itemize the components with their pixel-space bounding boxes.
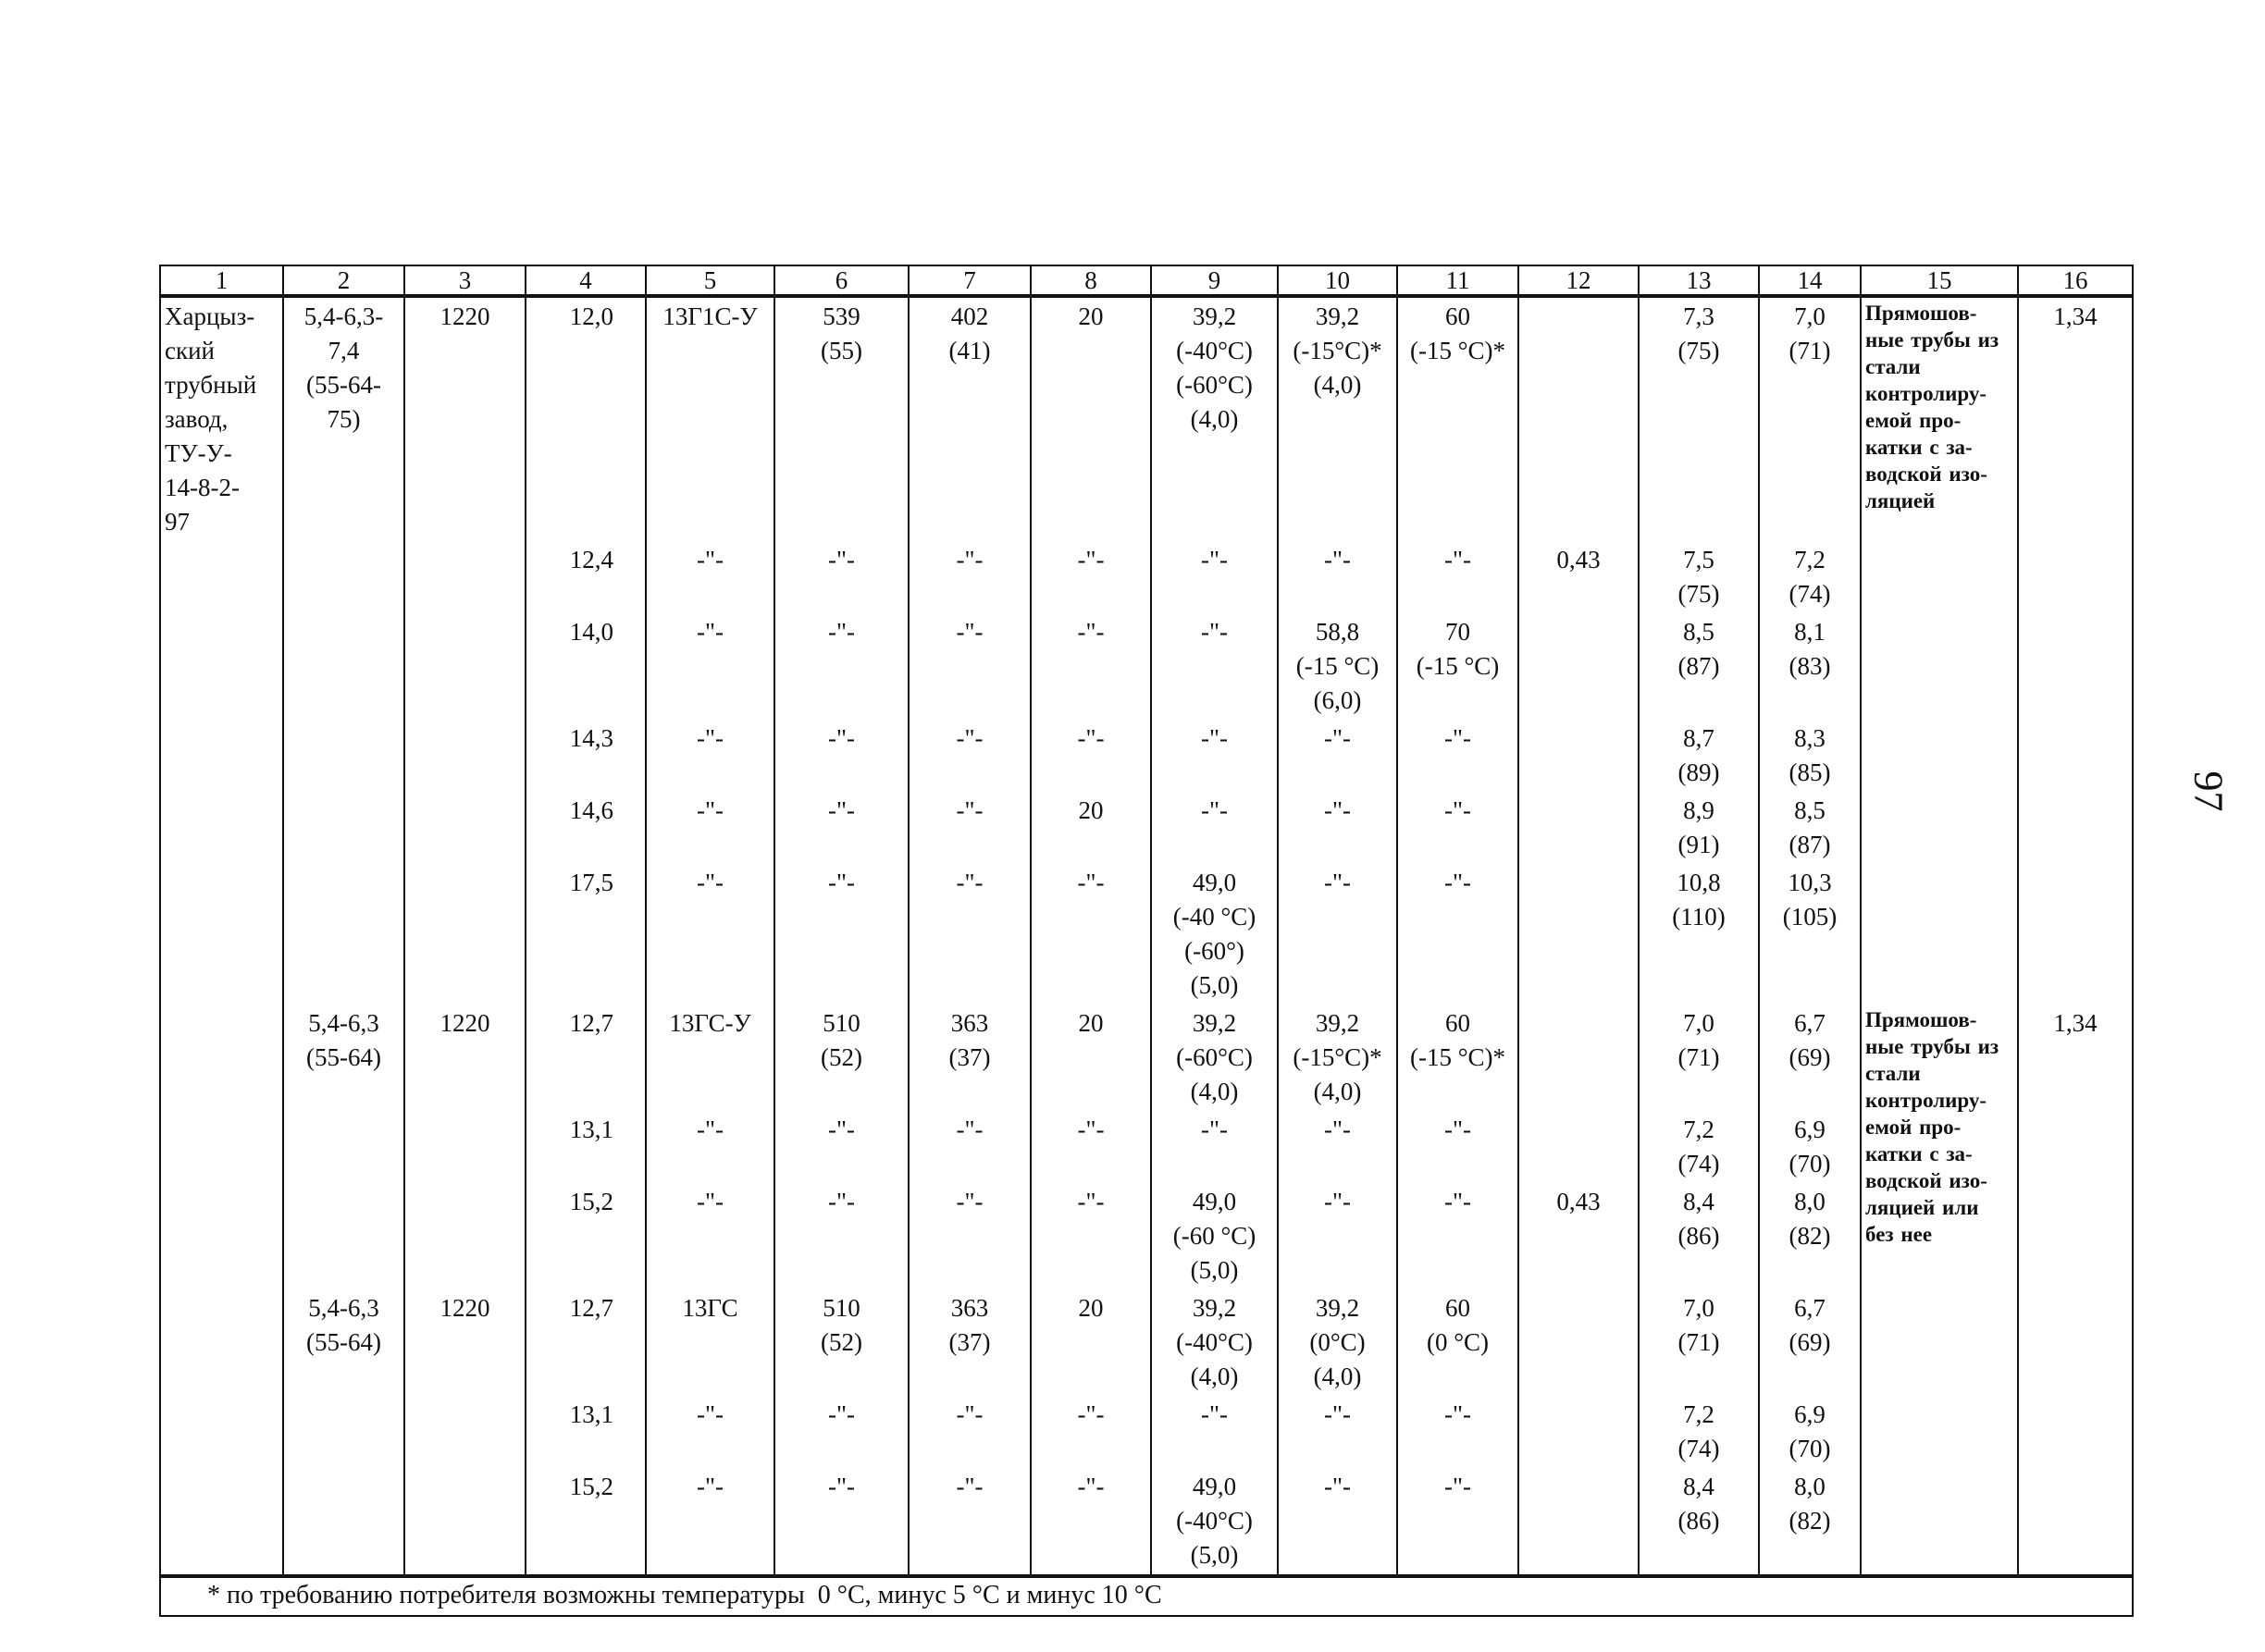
yield-strength-cell: -"-	[909, 541, 1031, 613]
wall-thickness-cell: 14,6	[526, 792, 646, 864]
wall-thickness-cell: 12,7	[526, 1289, 646, 1396]
yield-strength-cell: 363 (37)	[909, 1005, 1031, 1111]
impact-strength-kcv-cell: -"-	[1278, 1468, 1397, 1576]
manufacturer-cell	[160, 720, 283, 792]
test-pressure-1-cell: 8,5 (87)	[1639, 613, 1759, 720]
coefficient-cell: 1,34	[2018, 296, 2133, 1005]
tensile-strength-cell: -"-	[774, 864, 909, 1005]
footnote: * по требованию потребителя возможны температуры 0 °С, минус 5 °С и минус 10 °С	[160, 1576, 2133, 1616]
impact-strength-kcu-cell: 39,2 (-40°С) (4,0)	[1151, 1289, 1278, 1396]
coefficient-cell: 1,34	[2018, 1005, 2133, 1576]
impact-strength-kcu-cell: 39,2 (-40°С) (-60°С) (4,0)	[1151, 296, 1278, 541]
strength-class-cell	[283, 1396, 404, 1468]
table-row	[160, 541, 2133, 613]
test-pressure-2-cell: 6,9 (70)	[1759, 1111, 1861, 1183]
strength-class-cell	[283, 720, 404, 792]
column-number: 11	[1397, 265, 1518, 296]
column-number: 5	[646, 265, 774, 296]
yield-strength-cell: -"-	[909, 1396, 1031, 1468]
diameter-cell	[404, 720, 526, 792]
test-pressure-2-cell: 8,3 (85)	[1759, 720, 1861, 792]
manufacturer-cell	[160, 1468, 283, 1576]
manufacturer-cell	[160, 864, 283, 1005]
tensile-strength-cell: -"-	[774, 1468, 909, 1576]
strength-class-cell: 5,4-6,3- 7,4 (55-64- 75)	[283, 296, 404, 541]
column-number: 14	[1759, 265, 1861, 296]
column-number: 1	[160, 265, 283, 296]
test-pressure-2-cell: 7,0 (71)	[1759, 296, 1861, 541]
shear-area-cell: -"-	[1397, 792, 1518, 864]
test-pressure-1-cell: 7,2 (74)	[1639, 1111, 1759, 1183]
tensile-strength-cell: -"-	[774, 1183, 909, 1289]
column-number-row	[160, 265, 2133, 296]
carbon-equivalent-cell	[1518, 1468, 1639, 1576]
shear-area-cell: -"-	[1397, 1183, 1518, 1289]
column-number: 10	[1278, 265, 1397, 296]
tensile-strength-cell: 539 (55)	[774, 296, 909, 541]
shear-area-cell: 60 (-15 °С)*	[1397, 1005, 1518, 1111]
test-pressure-1-cell: 7,3 (75)	[1639, 296, 1759, 541]
diameter-cell	[404, 541, 526, 613]
impact-strength-kcv-cell: -"-	[1278, 720, 1397, 792]
test-pressure-2-cell: 7,2 (74)	[1759, 541, 1861, 613]
shear-area-cell: 60 (0 °С)	[1397, 1289, 1518, 1396]
manufacturer-cell	[160, 792, 283, 864]
carbon-equivalent-cell	[1518, 720, 1639, 792]
shear-area-cell: -"-	[1397, 1396, 1518, 1468]
strength-class-cell	[283, 613, 404, 720]
tensile-strength-cell: -"-	[774, 720, 909, 792]
yield-strength-cell: 363 (37)	[909, 1289, 1031, 1396]
carbon-equivalent-cell	[1518, 296, 1639, 541]
strength-class-cell: 5,4-6,3 (55-64)	[283, 1005, 404, 1111]
manufacturer-cell	[160, 1111, 283, 1183]
elongation-cell: -"-	[1031, 1396, 1151, 1468]
column-number: 2	[283, 265, 404, 296]
carbon-equivalent-cell	[1518, 864, 1639, 1005]
tensile-strength-cell: -"-	[774, 1396, 909, 1468]
test-pressure-2-cell: 6,9 (70)	[1759, 1396, 1861, 1468]
tensile-strength-cell: -"-	[774, 1111, 909, 1183]
tensile-strength-cell: -"-	[774, 792, 909, 864]
elongation-cell: 20	[1031, 792, 1151, 864]
column-number: 6	[774, 265, 909, 296]
strength-class-cell	[283, 1111, 404, 1183]
carbon-equivalent-cell: 0,43	[1518, 541, 1639, 613]
test-pressure-2-cell: 8,0 (82)	[1759, 1183, 1861, 1289]
table-row	[160, 1468, 2133, 1576]
impact-strength-kcv-cell: 39,2 (-15°С)* (4,0)	[1278, 1005, 1397, 1111]
impact-strength-kcu-cell: -"-	[1151, 613, 1278, 720]
wall-thickness-cell: 17,5	[526, 864, 646, 1005]
steel-grade-cell: -"-	[646, 792, 774, 864]
steel-grade-cell: -"-	[646, 1183, 774, 1289]
diameter-cell	[404, 1396, 526, 1468]
yield-strength-cell: -"-	[909, 1183, 1031, 1289]
shear-area-cell: -"-	[1397, 864, 1518, 1005]
yield-strength-cell: -"-	[909, 720, 1031, 792]
table-row	[160, 1183, 2133, 1289]
column-number: 16	[2018, 265, 2133, 296]
manufacturer-cell	[160, 613, 283, 720]
column-number: 7	[909, 265, 1031, 296]
yield-strength-cell: 402 (41)	[909, 296, 1031, 541]
carbon-equivalent-cell	[1518, 613, 1639, 720]
carbon-equivalent-cell	[1518, 792, 1639, 864]
wall-thickness-cell: 13,1	[526, 1111, 646, 1183]
impact-strength-kcv-cell: 58,8 (-15 °С) (6,0)	[1278, 613, 1397, 720]
diameter-cell	[404, 1111, 526, 1183]
test-pressure-1-cell: 8,9 (91)	[1639, 792, 1759, 864]
strength-class-cell	[283, 1183, 404, 1289]
shear-area-cell: -"-	[1397, 1111, 1518, 1183]
table-body	[160, 296, 2133, 1576]
impact-strength-kcu-cell: -"-	[1151, 720, 1278, 792]
diameter-cell	[404, 1183, 526, 1289]
manufacturer-cell	[160, 1183, 283, 1289]
strength-class-cell: 5,4-6,3 (55-64)	[283, 1289, 404, 1396]
elongation-cell: -"-	[1031, 613, 1151, 720]
impact-strength-kcu-cell: 49,0 (-40 °С) (-60°) (5,0)	[1151, 864, 1278, 1005]
wall-thickness-cell: 15,2	[526, 1183, 646, 1289]
carbon-equivalent-cell: 0,43	[1518, 1183, 1639, 1289]
manufacturer-cell	[160, 1005, 283, 1111]
elongation-cell: -"-	[1031, 1468, 1151, 1576]
carbon-equivalent-cell	[1518, 1005, 1639, 1111]
manufacturer-cell	[160, 1289, 283, 1396]
shear-area-cell: -"-	[1397, 720, 1518, 792]
table-row	[160, 720, 2133, 792]
notes-cell: Прямошов-ные трубы из стали контролиру-емой про-катки с за-водской изо-ляцией или без нее	[1861, 1005, 2018, 1576]
steel-grade-cell: 13Г1С-У	[646, 296, 774, 541]
test-pressure-1-cell: 8,7 (89)	[1639, 720, 1759, 792]
shear-area-cell: -"-	[1397, 1468, 1518, 1576]
wall-thickness-cell: 12,4	[526, 541, 646, 613]
impact-strength-kcv-cell: -"-	[1278, 1183, 1397, 1289]
impact-strength-kcv-cell: -"-	[1278, 792, 1397, 864]
impact-strength-kcv-cell: -"-	[1278, 864, 1397, 1005]
impact-strength-kcv-cell: -"-	[1278, 1111, 1397, 1183]
wall-thickness-cell: 14,0	[526, 613, 646, 720]
yield-strength-cell: -"-	[909, 792, 1031, 864]
steel-grade-cell: 13ГС	[646, 1289, 774, 1396]
table-row	[160, 1396, 2133, 1468]
elongation-cell: -"-	[1031, 1183, 1151, 1289]
test-pressure-2-cell: 10,3 (105)	[1759, 864, 1861, 1005]
impact-strength-kcu-cell: -"-	[1151, 1111, 1278, 1183]
test-pressure-1-cell: 7,0 (71)	[1639, 1005, 1759, 1111]
elongation-cell: 20	[1031, 296, 1151, 541]
shear-area-cell: 70 (-15 °С)	[1397, 613, 1518, 720]
diameter-cell: 1220	[404, 296, 526, 541]
footnote-row	[160, 1576, 2133, 1616]
strength-class-cell	[283, 1468, 404, 1576]
steel-grade-cell: -"-	[646, 1111, 774, 1183]
impact-strength-kcu-cell: 39,2 (-60°С) (4,0)	[1151, 1005, 1278, 1111]
impact-strength-kcv-cell: 39,2 (-15°С)* (4,0)	[1278, 296, 1397, 541]
test-pressure-2-cell: 8,0 (82)	[1759, 1468, 1861, 1576]
yield-strength-cell: -"-	[909, 1468, 1031, 1576]
wall-thickness-cell: 14,3	[526, 720, 646, 792]
column-number: 4	[526, 265, 646, 296]
wall-thickness-cell: 12,0	[526, 296, 646, 541]
table-row	[160, 1111, 2133, 1183]
manufacturer-cell: Харцыз- ский трубный завод, ТУ-У- 14-8-2- 97	[160, 296, 283, 541]
table-row	[160, 864, 2133, 1005]
diameter-cell	[404, 792, 526, 864]
steel-grade-cell: -"-	[646, 864, 774, 1005]
steel-grade-cell: -"-	[646, 720, 774, 792]
pipe-specification-table	[159, 265, 2134, 1617]
test-pressure-1-cell: 7,5 (75)	[1639, 541, 1759, 613]
impact-strength-kcv-cell: 39,2 (0°С) (4,0)	[1278, 1289, 1397, 1396]
yield-strength-cell: -"-	[909, 864, 1031, 1005]
table-row	[160, 1005, 2133, 1111]
shear-area-cell: -"-	[1397, 541, 1518, 613]
steel-grade-cell: -"-	[646, 613, 774, 720]
impact-strength-kcu-cell: 49,0 (-60 °С) (5,0)	[1151, 1183, 1278, 1289]
yield-strength-cell: -"-	[909, 1111, 1031, 1183]
elongation-cell: -"-	[1031, 864, 1151, 1005]
strength-class-cell	[283, 541, 404, 613]
manufacturer-cell	[160, 1396, 283, 1468]
elongation-cell: -"-	[1031, 720, 1151, 792]
strength-class-cell	[283, 864, 404, 1005]
test-pressure-1-cell: 10,8 (110)	[1639, 864, 1759, 1005]
strength-class-cell	[283, 792, 404, 864]
impact-strength-kcv-cell: -"-	[1278, 1396, 1397, 1468]
notes-cell: Прямошов-ные трубы из стали контролиру-емой про-катки с за-водской изо-ляцией	[1861, 296, 2018, 1005]
impact-strength-kcu-cell: 49,0 (-40°С) (5,0)	[1151, 1468, 1278, 1576]
steel-grade-cell: 13ГС-У	[646, 1005, 774, 1111]
impact-strength-kcv-cell: -"-	[1278, 541, 1397, 613]
steel-grade-cell: -"-	[646, 541, 774, 613]
column-number: 9	[1151, 265, 1278, 296]
diameter-cell	[404, 1468, 526, 1576]
impact-strength-kcu-cell: -"-	[1151, 792, 1278, 864]
steel-grade-cell: -"-	[646, 1468, 774, 1576]
tensile-strength-cell: -"-	[774, 541, 909, 613]
wall-thickness-cell: 15,2	[526, 1468, 646, 1576]
manufacturer-cell	[160, 541, 283, 613]
page-number: 97	[2185, 771, 2232, 812]
impact-strength-kcu-cell: -"-	[1151, 1396, 1278, 1468]
test-pressure-1-cell: 8,4 (86)	[1639, 1468, 1759, 1576]
diameter-cell: 1220	[404, 1005, 526, 1111]
test-pressure-1-cell: 8,4 (86)	[1639, 1183, 1759, 1289]
test-pressure-1-cell: 7,0 (71)	[1639, 1289, 1759, 1396]
carbon-equivalent-cell	[1518, 1396, 1639, 1468]
diameter-cell: 1220	[404, 1289, 526, 1396]
test-pressure-2-cell: 6,7 (69)	[1759, 1005, 1861, 1111]
elongation-cell: -"-	[1031, 1111, 1151, 1183]
shear-area-cell: 60 (-15 °С)*	[1397, 296, 1518, 541]
tensile-strength-cell: -"-	[774, 613, 909, 720]
column-number: 3	[404, 265, 526, 296]
table-row	[160, 296, 2133, 541]
diameter-cell	[404, 613, 526, 720]
elongation-cell: 20	[1031, 1289, 1151, 1396]
yield-strength-cell: -"-	[909, 613, 1031, 720]
test-pressure-2-cell: 8,1 (83)	[1759, 613, 1861, 720]
column-number: 12	[1518, 265, 1639, 296]
test-pressure-1-cell: 7,2 (74)	[1639, 1396, 1759, 1468]
table-row	[160, 613, 2133, 720]
tensile-strength-cell: 510 (52)	[774, 1005, 909, 1111]
table-row	[160, 792, 2133, 864]
wall-thickness-cell: 12,7	[526, 1005, 646, 1111]
steel-grade-cell: -"-	[646, 1396, 774, 1468]
diameter-cell	[404, 864, 526, 1005]
column-number: 8	[1031, 265, 1151, 296]
column-number: 13	[1639, 265, 1759, 296]
elongation-cell: 20	[1031, 1005, 1151, 1111]
table-row	[160, 1289, 2133, 1396]
column-number: 15	[1861, 265, 2018, 296]
test-pressure-2-cell: 6,7 (69)	[1759, 1289, 1861, 1396]
carbon-equivalent-cell	[1518, 1111, 1639, 1183]
elongation-cell: -"-	[1031, 541, 1151, 613]
wall-thickness-cell: 13,1	[526, 1396, 646, 1468]
impact-strength-kcu-cell: -"-	[1151, 541, 1278, 613]
test-pressure-2-cell: 8,5 (87)	[1759, 792, 1861, 864]
carbon-equivalent-cell	[1518, 1289, 1639, 1396]
tensile-strength-cell: 510 (52)	[774, 1289, 909, 1396]
